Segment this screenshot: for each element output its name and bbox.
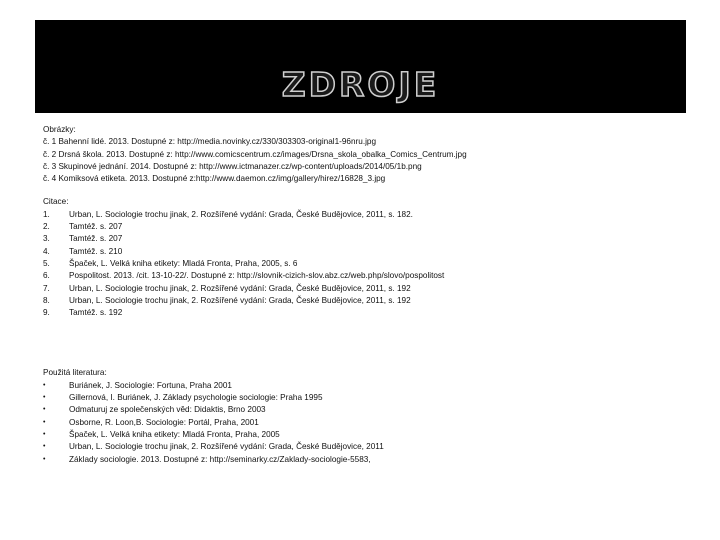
citation-text: Urban, L. Sociologie trochu jinak, 2. Rozšířené vydání: Grada, České Budějovice, 2011, s. 192 [69,295,411,305]
citation-item [43,258,683,270]
image-source-item: č. 1 Bahenní lidé. 2013. Dostupné z: http://media.novinky.cz/330/303303-original1-96nru.jpg [43,137,377,147]
citation-text: Tamtéž. s. 192 [69,308,123,318]
image-source-item: č. 2 Drsná škola. 2013. Dostupné z: http://www.comicscentrum.cz/images/Drsna_skola_obalka_Comics_Centrum.jpg [43,149,467,159]
image-source-item: č. 3 Skupinové jednání. 2014. Dostupné z: http://www.ictmanazer.cz/wp-content/uploads/2014/05/1b.png [43,161,422,171]
citation-item [43,221,683,233]
citation-item [43,270,683,282]
citation-text: Tamtéž. s. 207 [69,234,123,244]
image-source-item: č. 4 Komiksová etiketa. 2013. Dostupné z:http://www.daemon.cz/img/gallery/hirez/16828_3.jpg [43,174,386,184]
bullet-icon: • [43,418,46,426]
sources-content [43,124,683,466]
spacer [43,319,683,367]
citation-item [43,233,683,245]
citation-text: Urban, L. Sociologie trochu jinak, 2. Rozšířené vydání: Grada, České Budějovice, 2011, s. 182. [69,209,413,219]
literature-item [43,404,683,416]
literature-text: Gillernová, I. Buriánek, J. Základy psychologie sociologie: Praha 1995 [69,393,323,403]
citation-text: Tamtéž. s. 210 [69,246,123,256]
literature-item [43,417,683,429]
citation-item [43,307,683,319]
literature-text: Buriánek, J. Sociologie: Fortuna, Praha 2001 [69,380,232,390]
literature-item [43,392,683,404]
citation-number: 2. [43,222,50,232]
page-title: ZDROJE [281,65,440,104]
citation-number: 4. [43,246,50,256]
citations-heading: Citace: [43,197,69,207]
bullet-icon: • [43,443,46,451]
citation-item [43,209,683,221]
citation-text: Špaček, L. Velká kniha etikety: Mladá Fronta, Praha, 2005, s. 6 [69,258,298,268]
citation-text: Urban, L. Sociologie trochu jinak, 2. Rozšířené vydání: Grada, České Budějovice, 2011, s. 192 [69,283,411,293]
literature-text: Základy sociologie. 2013. Dostupné z: http://seminarky.cz/Zaklady-sociologie-5583, [69,454,371,464]
citation-text: Tamtéž. s. 207 [69,222,123,232]
bullet-icon: • [43,381,46,389]
literature-text: Urban, L. Sociologie trochu jinak, 2. Rozšířené vydání: Grada, České Budějovice, 2011 [69,442,384,452]
citation-text: Pospolitost. 2013. /cit. 13-10-22/. Dostupné z: http://slovnik-cizich-slov.abz.cz/web.php/slovo/pospolitost [69,271,445,281]
images-heading: Obrázky: [43,125,76,134]
literature-item [43,441,683,453]
bullet-icon: • [43,394,46,402]
bullet-icon: • [43,455,46,463]
citation-number: 6. [43,271,50,281]
literature-item [43,429,683,441]
citation-number: 8. [43,295,50,305]
title-banner [35,20,686,113]
citation-item [43,295,683,307]
literature-heading: Použitá literatura: [43,368,107,378]
spacer [43,185,683,196]
literature-text: Odmaturuj ze společenských věd: Didaktis, Brno 2003 [69,405,266,415]
citation-number: 3. [43,234,50,244]
bullet-icon: • [43,406,46,414]
citation-item [43,246,683,258]
citation-number: 5. [43,258,50,268]
literature-text: Špaček, L. Velká kniha etikety: Mladá Fronta, Praha, 2005 [69,429,280,439]
citation-number: 9. [43,308,50,318]
citation-number: 1. [43,209,50,219]
citation-item [43,283,683,295]
literature-text: Osborne, R. Loon,B. Sociologie: Portál, Praha, 2001 [69,417,259,427]
citation-number: 7. [43,283,50,293]
literature-item [43,380,683,392]
bullet-icon: • [43,430,46,438]
literature-item [43,454,683,466]
